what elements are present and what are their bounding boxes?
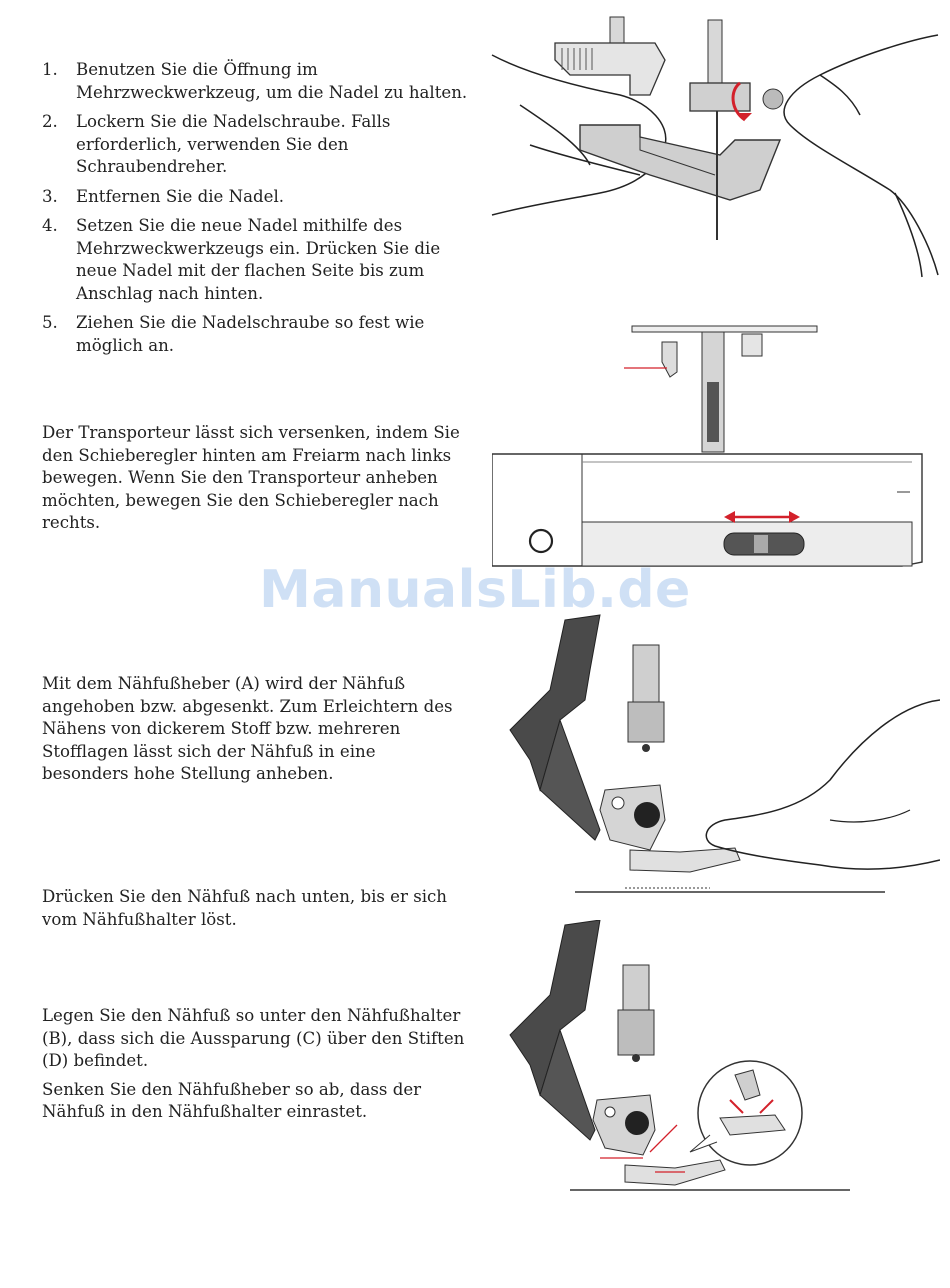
press-down-paragraph: Drücken Sie den Nähfuß nach unten, bis er sich vom Nähfußhalter löst. bbox=[42, 887, 447, 929]
needle-change-illustration bbox=[490, 15, 940, 280]
needle-change-steps bbox=[42, 59, 482, 364]
step-text: Benutzen Sie die Öffnung im Mehrzweckwerkzeug, um die Nadel zu halten. bbox=[76, 60, 468, 102]
feed-dog-slider-illustration bbox=[492, 322, 942, 580]
step-number: 1. bbox=[42, 60, 58, 79]
step-text: Ziehen Sie die Nadelschraube so fest wie möglich an. bbox=[76, 313, 425, 355]
step-item bbox=[42, 215, 482, 305]
step-text: Lockern Sie die Nadelschraube. Falls erforderlich, verwenden Sie den Schraubendreher. bbox=[76, 112, 391, 176]
step-number: 4. bbox=[42, 216, 58, 235]
attach-paragraph-2: Senken Sie den Nähfußheber so ab, dass der Nähfuß in den Nähfußhalter einrastet. bbox=[42, 1079, 422, 1121]
presser-foot-lifter-illustration bbox=[500, 610, 940, 900]
step-item bbox=[42, 111, 482, 179]
step-number: 3. bbox=[42, 186, 58, 206]
attach-foot-instructions bbox=[42, 1005, 467, 1130]
step-item bbox=[42, 312, 482, 357]
step-item bbox=[42, 186, 482, 209]
step-number: 2. bbox=[42, 112, 58, 131]
attach-paragraph-1: Legen Sie den Nähfuß so unter den Nähfußhalter (B), dass sich die Aussparung (C) über den Stiften (D) befindet. bbox=[42, 1006, 465, 1070]
feed-dog-paragraph: Der Transporteur lässt sich versenken, indem Sie den Schieberegler hinten am Freiarm nach links bewegen. Wenn Sie den Transporteur anheben möchten, bewegen Sie den Schieberegler nach rechts. bbox=[42, 423, 460, 532]
presser-lift-paragraph: Mit dem Nähfußheber (A) wird der Nähfuß angehoben bzw. abgesenkt. Zum Erleichtern des Nähens von dickerem Stoff bzw. mehreren Stofflagen lässt sich der Nähfuß in eine besonders hohe Stellung anheben. bbox=[42, 674, 453, 783]
step-text: Entfernen Sie die Nadel. bbox=[76, 186, 285, 206]
presser-foot-attach-illustration bbox=[505, 920, 940, 1195]
step-text: Setzen Sie die neue Nadel mithilfe des Mehrzweckwerkzeugs ein. Drücken Sie die neue Nadel mit der flachen Seite bis zum Anschlag nach hinten. bbox=[76, 216, 441, 303]
step-item bbox=[42, 59, 482, 104]
step-number: 5. bbox=[42, 313, 58, 332]
watermark: ManualsLib.de bbox=[259, 560, 691, 620]
